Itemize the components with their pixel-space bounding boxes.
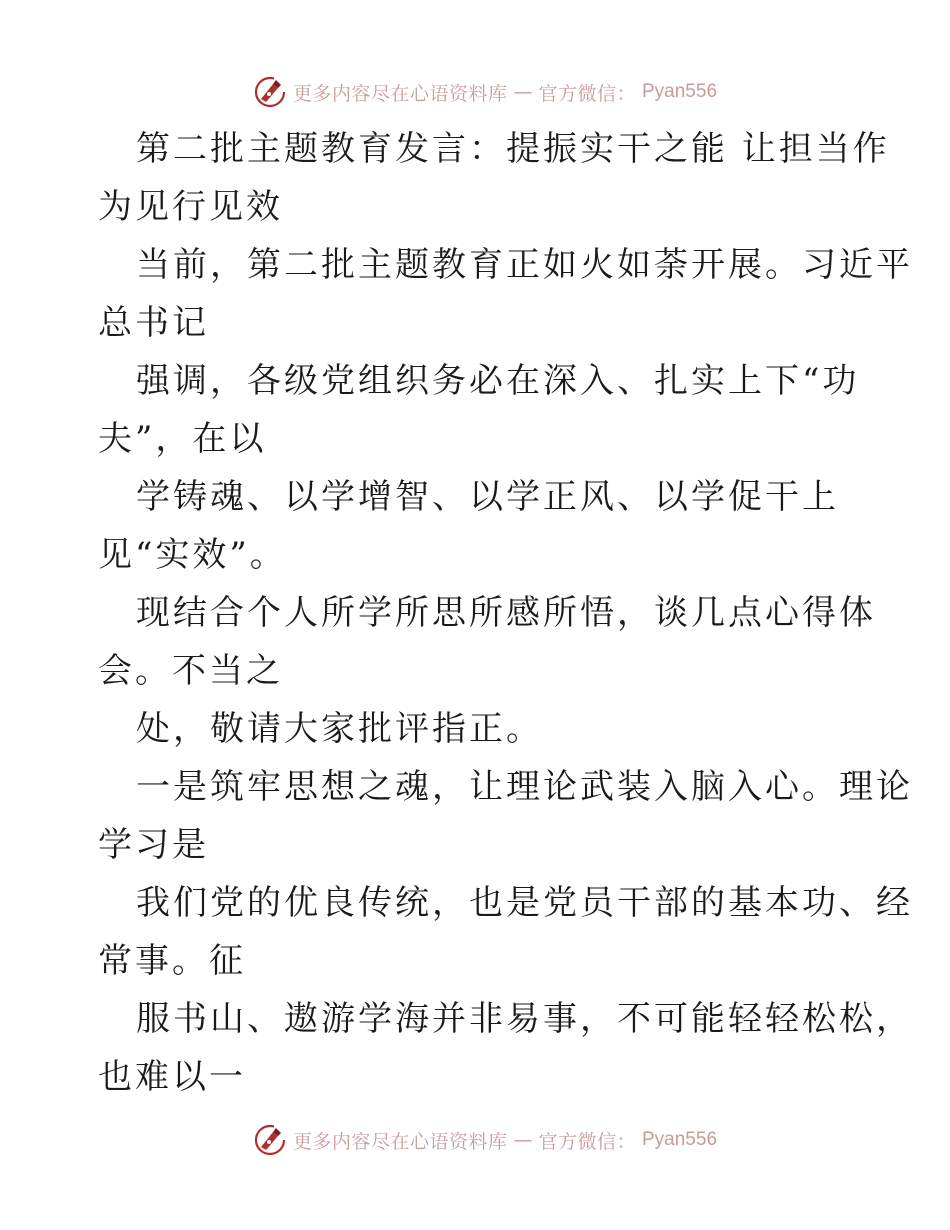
header-banner-inner [253, 75, 717, 109]
body-line: 总书记 [98, 303, 209, 343]
body-line: 现结合个人所学所思所感所悟，谈几点心得体 [136, 593, 876, 633]
pen-nib-logo-icon [253, 1123, 287, 1157]
footer-banner-separator: — [513, 1129, 533, 1151]
body-line: 为见行见效 [98, 187, 283, 227]
document-body [98, 120, 913, 1106]
body-line: 处，敬请大家批评指正。 [136, 709, 543, 749]
body-line: 见“实效”。 [98, 535, 287, 575]
header-banner-contact: 官方微信： [538, 82, 636, 105]
header-banner [0, 72, 950, 112]
pen-nib-logo-icon [253, 75, 287, 109]
body-line: 学习是 [98, 825, 209, 865]
footer-banner-text: 更多内容尽在心语资料库 [292, 1130, 508, 1153]
header-banner-id: Pyan556 [642, 81, 718, 102]
body-line: 一是筑牢思想之魂，让理论武装入脑入心。理论 [136, 767, 913, 807]
header-banner-separator: — [513, 81, 533, 103]
body-line: 第二批主题教育发言：提振实干之能 让担当作 [136, 129, 890, 169]
body-line: 常事。征 [98, 941, 246, 981]
footer-banner-contact: 官方微信： [538, 1130, 636, 1153]
body-line: 强调，各级党组织务必在深入、扎实上下“功 [136, 361, 860, 401]
body-line: 当前，第二批主题教育正如火如荼开展。习近平 [136, 245, 913, 285]
footer-banner [0, 1120, 950, 1160]
body-line: 服书山、遨游学海并非易事，不可能轻轻松松， [136, 999, 913, 1039]
body-line: 学铸魂、以学增智、以学正风、以学促干上 [136, 477, 839, 517]
body-line: 会。不当之 [98, 651, 283, 691]
header-banner-text: 更多内容尽在心语资料库 [292, 82, 508, 105]
footer-banner-inner [253, 1123, 717, 1157]
body-line: 我们党的优良传统，也是党员干部的基本功、经 [136, 883, 913, 923]
body-line: 也难以一 [98, 1057, 246, 1097]
body-line: 夫”，在以 [98, 419, 267, 459]
footer-banner-id: Pyan556 [642, 1129, 718, 1150]
